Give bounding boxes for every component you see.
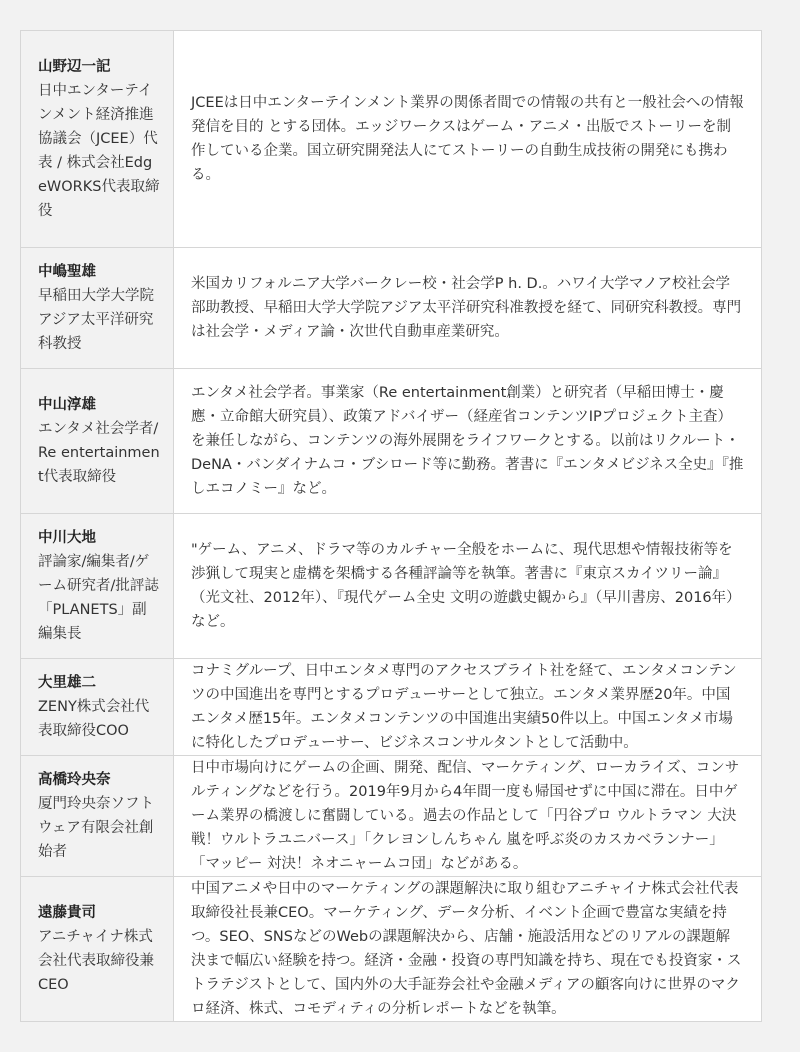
table-row	[21, 31, 762, 248]
name-cell	[21, 369, 174, 514]
person-role: 厦門玲央奈ソフトウェア有限会社創始者	[38, 796, 154, 860]
table-row	[21, 659, 762, 756]
description-cell	[174, 659, 762, 756]
description-cell	[174, 877, 762, 1022]
person-role: ZENY株式会社代表取締役COO	[38, 699, 150, 739]
name-cell	[21, 31, 174, 248]
person-role: エンタメ社会学者/Re entertainment代表取締役	[38, 421, 160, 485]
name-cell	[21, 514, 174, 659]
person-role: 日中エンターテインメント経済推進協議会（JCEE）代表 / 株式会社EdgeWORKS代表取締役	[38, 83, 160, 219]
description-cell	[174, 248, 762, 369]
table-row	[21, 514, 762, 659]
description-cell	[174, 514, 762, 659]
top-band	[0, 0, 800, 30]
person-name: 山野辺一記	[38, 59, 111, 75]
table-row	[21, 369, 762, 514]
person-description: コナミグループ、日中エンタメ専門のアクセスブライト社を経て、エンタメコンテンツの中国進出を専門とするプロデューサーとして独立。エンタメ業界歴20年。中国エンタメ歴15年。エンタメコンテンツの中国進出実績50件以上。中国エンタメ市場に特化したプロデューサー、ビジネスコンサルタントとして活動中。	[191, 663, 737, 751]
description-cell	[174, 31, 762, 248]
person-role: アニチャイナ株式会社代表取締役兼CEO	[38, 929, 154, 993]
person-description: 日中市場向けにゲームの企画、開発、配信、マーケティング、ローカライズ、コンサルティングなどを行う。2019年9月から4年間一度も帰国せずに中国に滞在。日中ゲーム業界の橋渡しに奮闘している。過去の作品として「円谷プロ ウルトラマン 大決戦！ウルトラユニバース」「クレヨンしんちゃん 嵐を呼ぶ炎のカスカベランナー」「マッピー 対決！ネオニャームコ団」などがある。	[191, 760, 740, 872]
speaker-table	[20, 30, 762, 1022]
person-description: エンタメ社会学者。事業家（Re entertainment創業）と研究者（早稲田博士・慶應・立命館大研究員）、政策アドバイザー（経産省コンテンツIPプロジェクト主査）を兼任しながら、コンテンツの海外展開をライフワークとする。以前はリクルート・DeNA・バンダイナムコ・ブシロード等に勤務。著書に『エンタメビジネス全史』『推しエコノミー』など。	[191, 385, 744, 497]
person-name: 中川大地	[38, 530, 96, 546]
name-cell	[21, 877, 174, 1022]
name-cell	[21, 248, 174, 369]
person-description: 米国カリフォルニア大学バークレー校・社会学P h. D.。ハワイ大学マノア校社会学部助教授、早稲田大学大学院アジア太平洋研究科准教授を経て、同研究科教授。専門は社会学・メディア論・次世代自動車産業研究。	[191, 276, 742, 340]
person-description: "ゲーム、アニメ、ドラマ等のカルチャー全般をホームに、現代思想や情報技術等を渉猟して現実と虚構を架橋する各種評論等を執筆。著書に『東京スカイツリー論』（光文社、2012年）、『現代ゲーム全史 文明の遊戯史観から』（早川書房、2016年）など。	[191, 542, 741, 630]
person-name: 中山淳雄	[38, 397, 96, 413]
name-cell	[21, 756, 174, 877]
description-cell	[174, 369, 762, 514]
person-description: 中国アニメや日中のマーケティングの課題解決に取り組むアニチャイナ株式会社代表取締役社長兼CEO。マーケティング、データ分析、イベント企画で豊富な実績を持つ。SEO、SNSなどのWebの課題解決から、店舗・施設活用などのリアルの課題解決まで幅広い経験を持つ。経済・金融・投資の専門知識を持ち、現在でも投資家・ストラテジストとして、国内外の大手証券会社や金融メディアの顧客向けに世界のマクロ経済、株式、コモディティの分析レポートなどを執筆。	[191, 881, 742, 1017]
table-row	[21, 248, 762, 369]
person-name: 遠藤貴司	[38, 905, 96, 921]
person-name: 大里雄二	[38, 675, 96, 691]
name-cell	[21, 659, 174, 756]
person-role: 評論家/編集者/ゲーム研究者/批評誌「PLANETS」副編集長	[38, 554, 159, 642]
person-role: 早稲田大学大学院アジア太平洋研究科教授	[38, 288, 154, 352]
person-description: JCEEは日中エンターテインメント業界の関係者間での情報の共有と一般社会への情報発信を目的 とする団体。エッジワークスはゲーム・アニメ・出版でストーリーを制作している企業。国立研究開発法人にてストーリーの自動生成技術の開発にも携わる。	[191, 95, 744, 183]
table-row	[21, 756, 762, 877]
person-name: 中嶋聖雄	[38, 264, 96, 280]
bottom-band	[0, 1022, 800, 1052]
person-name: 高橋玲央奈	[38, 772, 111, 788]
description-cell	[174, 756, 762, 877]
table-row	[21, 877, 762, 1022]
